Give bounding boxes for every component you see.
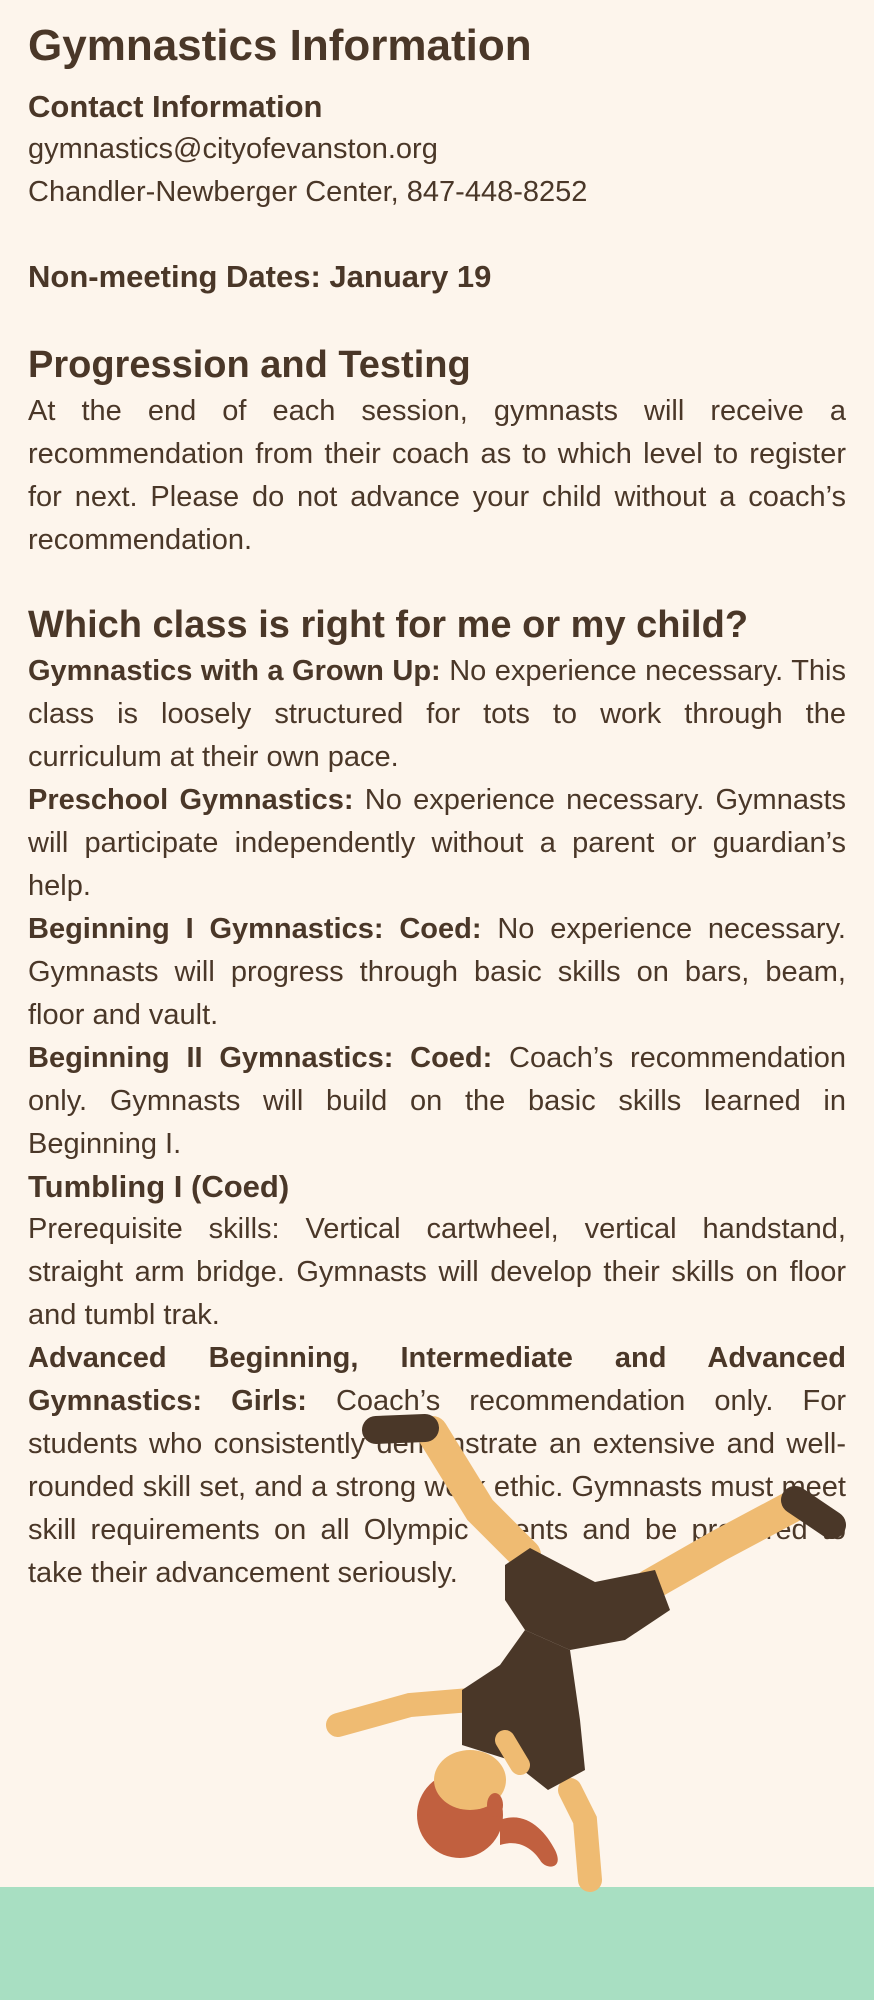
- neck: [505, 1740, 520, 1765]
- non-meeting-dates: Non-meeting Dates: January 19: [28, 259, 492, 294]
- cartwheel-gymnast-illustration: [310, 1400, 874, 1900]
- ear: [487, 1793, 503, 1817]
- left-shoe: [376, 1428, 425, 1430]
- right-shoe: [795, 1500, 832, 1525]
- class-desc: No experience necessary. Gymnasts will progress through basic skills on bars, beam, floor and vault.: [28, 913, 846, 1031]
- class-item-beginning-ii: [28, 1037, 846, 1166]
- page-title: Gymnastics Information: [28, 21, 532, 70]
- class-desc: Coach’s recommendation only. For students who consistently demonstrate an extensive and well-rounded skill set, and a strong work ethic. Gymnasts must meet skill requirements on all Olympic events and be prepared to take their advancement seriously.: [28, 1385, 846, 1589]
- ground-strip: [0, 1887, 874, 2000]
- progression-heading: Progression and Testing: [28, 344, 471, 386]
- class-desc: No experience necessary. This class is loosely structured for tots to work through the curriculum at their own pace.: [28, 655, 846, 773]
- contact-heading: Contact Information: [28, 89, 323, 124]
- class-name: Beginning I Gymnastics: Coed:: [28, 913, 482, 945]
- class-name: Preschool Gymnastics:: [28, 784, 354, 816]
- tumbling-desc: Prerequisite skills: Vertical cartwheel, vertical handstand, straight arm bridge. Gymnasts will develop their skills on floor and tumbl trak.: [28, 1213, 846, 1331]
- right-arm: [570, 1790, 590, 1880]
- class-item-grown-up: [28, 650, 846, 779]
- ponytail: [500, 1817, 558, 1866]
- left-leg: [432, 1432, 525, 1555]
- class-item-preschool: [28, 779, 846, 908]
- class-item-beginning-i: [28, 908, 846, 1037]
- class-name: Gymnastics with a Grown Up:: [28, 655, 441, 687]
- classes-heading: Which class is right for me or my child?: [28, 604, 749, 646]
- class-name: Beginning II Gymnastics: Coed:: [28, 1042, 493, 1074]
- right-leg: [650, 1505, 795, 1585]
- main-content: [28, 18, 846, 1595]
- contact-location: Chandler-Newberger Center, 847-448-8252: [28, 176, 588, 208]
- progression-body: At the end of each session, gymnasts will receive a recommendation from their coach as to which level to register for next. Please do not advance your child without a coach’s recommendation.: [28, 395, 846, 556]
- contact-email: gymnastics@cityofevanston.org: [28, 133, 438, 165]
- class-name: Advanced Beginning, Intermediate and Advanced Gymnastics: Girls:: [28, 1342, 846, 1417]
- class-desc: Coach’s recommendation only. Gymnasts will build on the basic skills learned in Beginning I.: [28, 1042, 846, 1160]
- tumbling-heading: Tumbling I (Coed): [28, 1169, 290, 1204]
- left-arm: [338, 1700, 470, 1725]
- class-desc: No experience necessary. Gymnasts will participate independently without a parent or guardian’s help.: [28, 784, 847, 902]
